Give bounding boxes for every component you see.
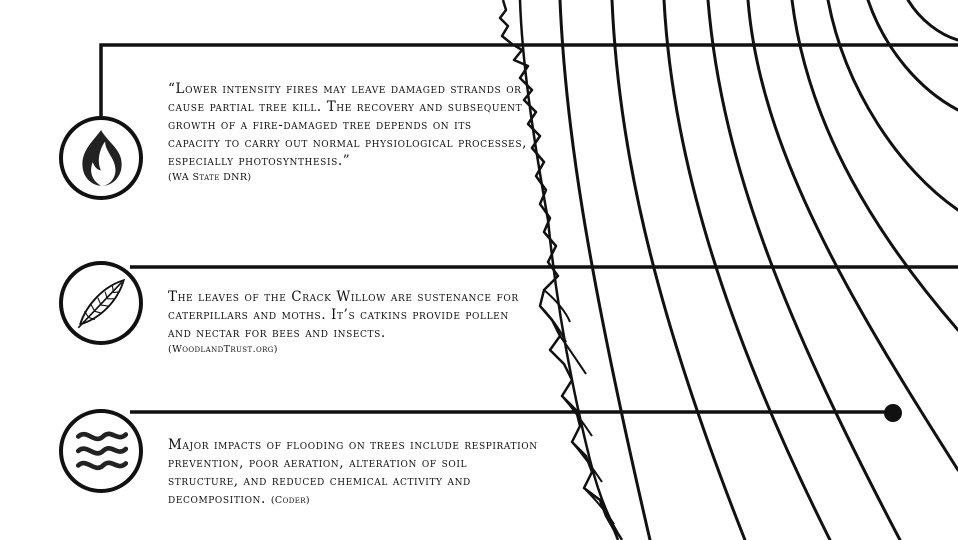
flood-fact-block [168, 436, 538, 510]
fire-fact-source: (WA State DNR) [168, 172, 252, 183]
willow-fact-text: The leaves of the Crack Willow are sustenance for caterpillars and moths. It’s catkins provide pollen and nectar for bees and insects. [168, 289, 519, 341]
flood-fact-source: (Coder) [270, 495, 311, 506]
fire-fact-text: “Lower intensity fires may leave damaged strands or cause partial tree kill. The recovery and subsequent growth of a fire-damaged tree depends on its capacity to carry out normal physiological processes, especially photosynthesis.” [168, 81, 527, 169]
water-waves-icon [70, 420, 132, 482]
leaf-icon [70, 272, 132, 334]
flood-fact-text: Major impacts of flooding on trees include respiration prevention, poor aeration, alteration of soil structure, and reduced chemical activity and decomposition. [168, 437, 538, 507]
flame-icon-badge [59, 116, 143, 200]
willow-fact-source: (WoodlandTrust.org) [168, 344, 278, 355]
flame-icon [70, 127, 132, 189]
willow-fact-block [168, 288, 528, 356]
fire-fact-block [168, 80, 528, 184]
leaf-icon-badge [59, 261, 143, 345]
water-waves-icon-badge [59, 409, 143, 493]
